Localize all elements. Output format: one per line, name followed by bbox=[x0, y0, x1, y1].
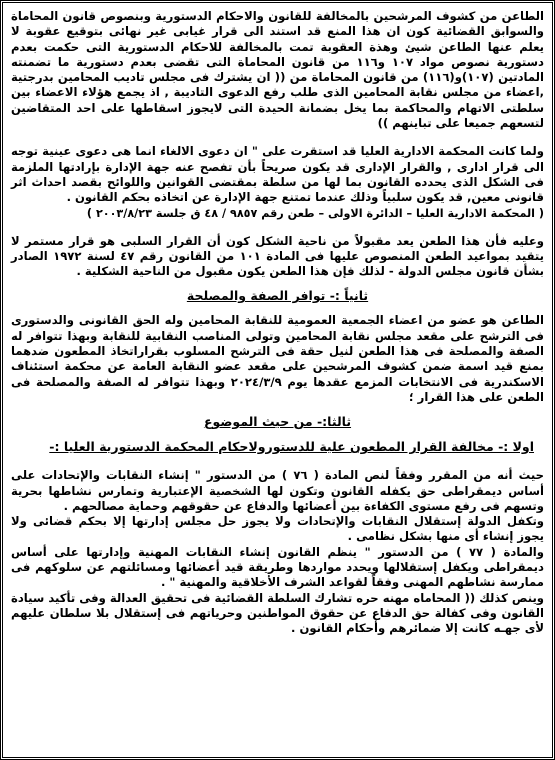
paragraph-exclusion-unconstitutional: الطاعن من كشوف المرشحين بالمخالفة للقانون والاحكام الدستورية وبنصوص قانون المحاماة والسوابق القضائية كون ان هذا المنع قد استند الى قرار غيابى غير نهائى بتوقيع عقوبة لا يعلم عنها الطاعن شيئ وهذة العقوبة تمت بالمخالفة للاحكام الدستورية التى حكمت بعدم دستورية نصوص مواد ١٠٧ و١١٦ من قانون المحاماة التى تقضى بعدم دستورية ما تضمنته المادتين (١٠٧)و(١١٦) من قانون المحاماة من (( ان يشترك فى مجلس تاديب المحامين بدرجتية ,اعضاء من مجلس نقابة المحامين الذى طلب رفع الدعوى التاديبة , اذ يجمع هؤلاء الاعضاء بين سلطتى الاتهام والمحاكمة بما يخل بضمانة الحيدة التى لايجوز اسقاطها على احد المتقاضين لتسعهم جميعا على تباينهم )) bbox=[11, 9, 544, 131]
heading-subject: ثالثا:- من حيث الموضوع bbox=[203, 414, 352, 430]
paragraph-advocacy-profession: وينص كذلك (( المحاماه مهنه حره تشارك السلطة القضائية فى تحقيق العدالة وفى تأكيد سيادة القانون وفى كفالة حق الدفاع عن حقوق المواطنين وحرياتهم فى إستقلال بلا سلطان عليهم لأى جهـه كانت إلا ضمائرهم وأحكام القانون . bbox=[11, 590, 544, 636]
paragraph-article-76: حيث أنه من المقرر وفقاً لنص المادة ( ٧٦ ) من الدستور " إنشاء النقابات والإتحادات على أساس ديمقراطى حق يكفله القانون وتكون لها الشخصية الإعتبارية وتمارس نشاطها بحرية وتسهم فى رفع مستوى الكفاءة بين أعضائها والدفاع عن حقوقهم وحماية مصالحهم . bbox=[11, 468, 544, 513]
court-citation: ( المحكمة الادارية العليا – الدائرة الاولى – طعن رقم ٩٨٥٧ / ٤٨ ق جلسة ٢٠٠٣/٨/٢٣ ) bbox=[86, 206, 544, 220]
paragraph-capacity: الطاعن هو عضو من اعضاء الجمعية العمومية للنقابة المحامين وله الحق القانونى والدستورى فى الترشح على مقعد مجلس نقابة المحامين وتولى المناصب النقابية للنقابة وبهذا تتوافر له الصفة والمصلحة فى هذا الطعن لنيل حقة فى الترشح المسلوب بقراراتخاذ المطعون ضدهما بمنع قيد اسمة ضمن كشوف المرشحين على مقعد عضو النقابة العامة عن محكمة استئناف الاسكندرية فى الانتخابات المزمع عقدها يوم ٢٠٢٤/٣/٩ وبهذا تتوافر له الصفة والمصلحة فى الطعن على هذا القرار ؛ bbox=[11, 313, 544, 404]
heading-capacity-interest: ثانياً :- توافر الصفة والمصلحة bbox=[186, 288, 369, 304]
paragraph-admissibility: وعليه فأن هذا الطعن يعد مقبولاً من ناحية الشكل كون أن القرار السلبى هو قرار مستمر لا يتقيد بمواعيد الطعن المنصوص عليها فى المادة ١٠١ من القانون رقم ٤٧ لسنة ١٩٧٢ الصادر بشأن قانون مجلس الدولة - لذلك فإن هذا الطعن يكون مقبول من الناحية الشكلية . bbox=[11, 233, 544, 279]
heading-constitutional-violation: اولا :- مخالفة القرار المطعون علية للدستورولاحكام المحكمة الدستورية العليا :- bbox=[49, 439, 534, 455]
paragraph-article-77: والمادة ( ٧٧ ) من الدستور " ينظم القانون إنشاء النقابات المهنية وإدارتها على أساس ديمقراطى ويكفل إستقلالها ويحدد مواردها وطريقة قيد أعضائها ومسائلتهم عن سلوكهم فى ممارسة نشاطهم المهنى وفقاً لقواعد الشرف الأخلاقية والمهنية " . bbox=[11, 544, 544, 590]
paragraph-state-guarantee: وتكفل الدولة إستقلال النقابات والإتحادات ولا يجوز حل مجلس إدارتها إلا بحكم قضائى ولا يجوز إنشاء أى منها بشكل نظامى . bbox=[11, 514, 544, 544]
paragraph-administrative-court: ولما كانت المحكمة الادارية العليا قد استقرت على " ان دعوى الالغاء انما هى دعوى عينية توجه الى قرار ادارى , والقرار الإدارى قد يكون صريحاً بأن تفصح عنه جهة الإدارة بإرادتها الملزمة فى الشكل الذى يحدده القانون بما لها من سلطة بمقتضى القوانين واللوائح بقصد احداث اثر قانونى معين, قد يكون سلبياً وذلك عندما تمتنع جهة الإدارة عن اتخاذه بحكم القانون . bbox=[11, 144, 544, 205]
